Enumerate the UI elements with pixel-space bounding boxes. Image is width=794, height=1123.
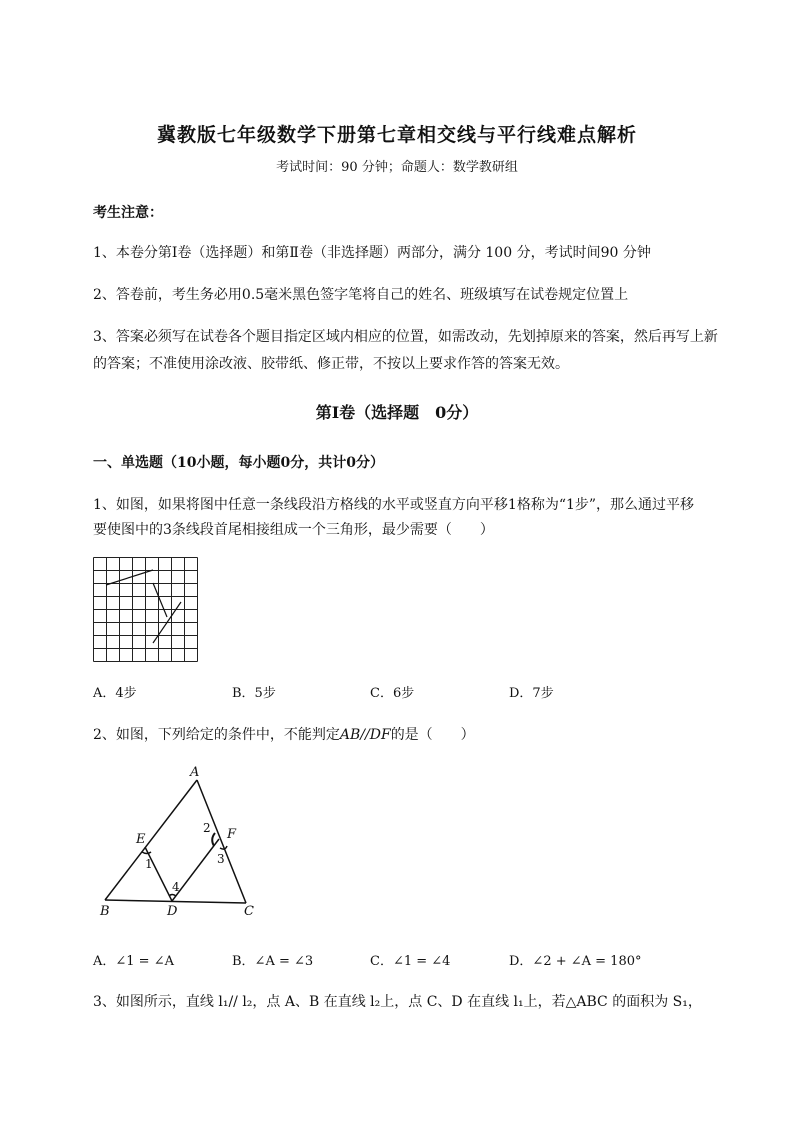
q2-option-b[interactable]: B．∠A = ∠3 [232,954,314,969]
q2-option-c[interactable]: C．∠1 = ∠4 [370,954,451,969]
q1-text-line1: 1、如图，如果将图中任意一条线段沿方格线的水平或竖直方向平移1格称为“1步”，那么通过平移 [93,497,695,513]
exam-info: 考试时间：90 分钟；命题人：数学教研组 [276,160,518,175]
q2-triangle-figure [95,762,270,922]
section-title: 第Ⅰ卷（选择题 0分） [315,403,479,422]
label-a: A [190,765,200,780]
grid-lines [94,558,198,662]
part-title: 一、单选题（10小题，每小题0分，共计0分） [93,455,384,471]
side-ab [105,780,197,900]
q1-text-line2: 要使图中的3条线段首尾相接组成一个三角形，最少需要（ ） [93,522,494,538]
q1-grid-figure [93,557,198,662]
page-title: 冀教版七年级数学下册第七章相交线与平行线难点解析 [156,124,637,146]
q2-option-a[interactable]: A．∠1 = ∠A [93,954,174,969]
notice-item-3: 3、答案必须写在试卷各个题目指定区域内相应的位置，如需改动，先划掉原来的答案，然后再写上新 [93,329,718,345]
segment-2 [153,583,167,617]
label-e: E [136,832,146,847]
label-1: 1 [145,857,153,871]
label-4: 4 [172,880,180,894]
label-2: 2 [203,821,211,835]
angle-arc-1 [142,852,151,854]
q1-option-a[interactable]: A．4步 [93,686,137,701]
notice-item-2: 2、答卷前，考生务必用0.5毫米黑色签字笔将自己的姓名、班级填写在试卷规定位置上 [93,287,629,303]
label-d: D [167,904,178,919]
label-b: B [100,904,110,919]
q3-text: 3、如图所示，直线 l₁// l₂，点 A、B 在直线 l₂上，点 C、D 在直线 l₁上，若△ABC 的面积为 S₁， [93,994,702,1010]
segment-ed [145,847,172,901]
q1-option-c[interactable]: C．6步 [370,686,415,701]
side-ac [197,780,246,903]
q2-option-d[interactable]: D．∠2 + ∠A = 180° [509,954,642,969]
label-f: F [227,827,237,842]
q1-option-b[interactable]: B．5步 [232,686,276,701]
side-bc [105,900,246,903]
q1-option-d[interactable]: D．7步 [509,686,554,701]
angle-arc-4 [169,895,176,897]
notice-item-3-cont: 的答案；不准使用涂改液、胶带纸、修正带，不按以上要求作答的答案无效。 [93,356,569,372]
q2-text: 2、如图，下列给定的条件中，不能判定AB//DF的是（ ） [93,727,475,743]
notice-heading: 考生注意： [93,205,163,221]
notice-item-1: 1、本卷分第Ⅰ卷（选择题）和第Ⅱ卷（非选择题）两部分，满分 100 分，考试时间90 分钟 [93,245,651,261]
label-c: C [244,904,254,919]
label-3: 3 [217,852,225,866]
